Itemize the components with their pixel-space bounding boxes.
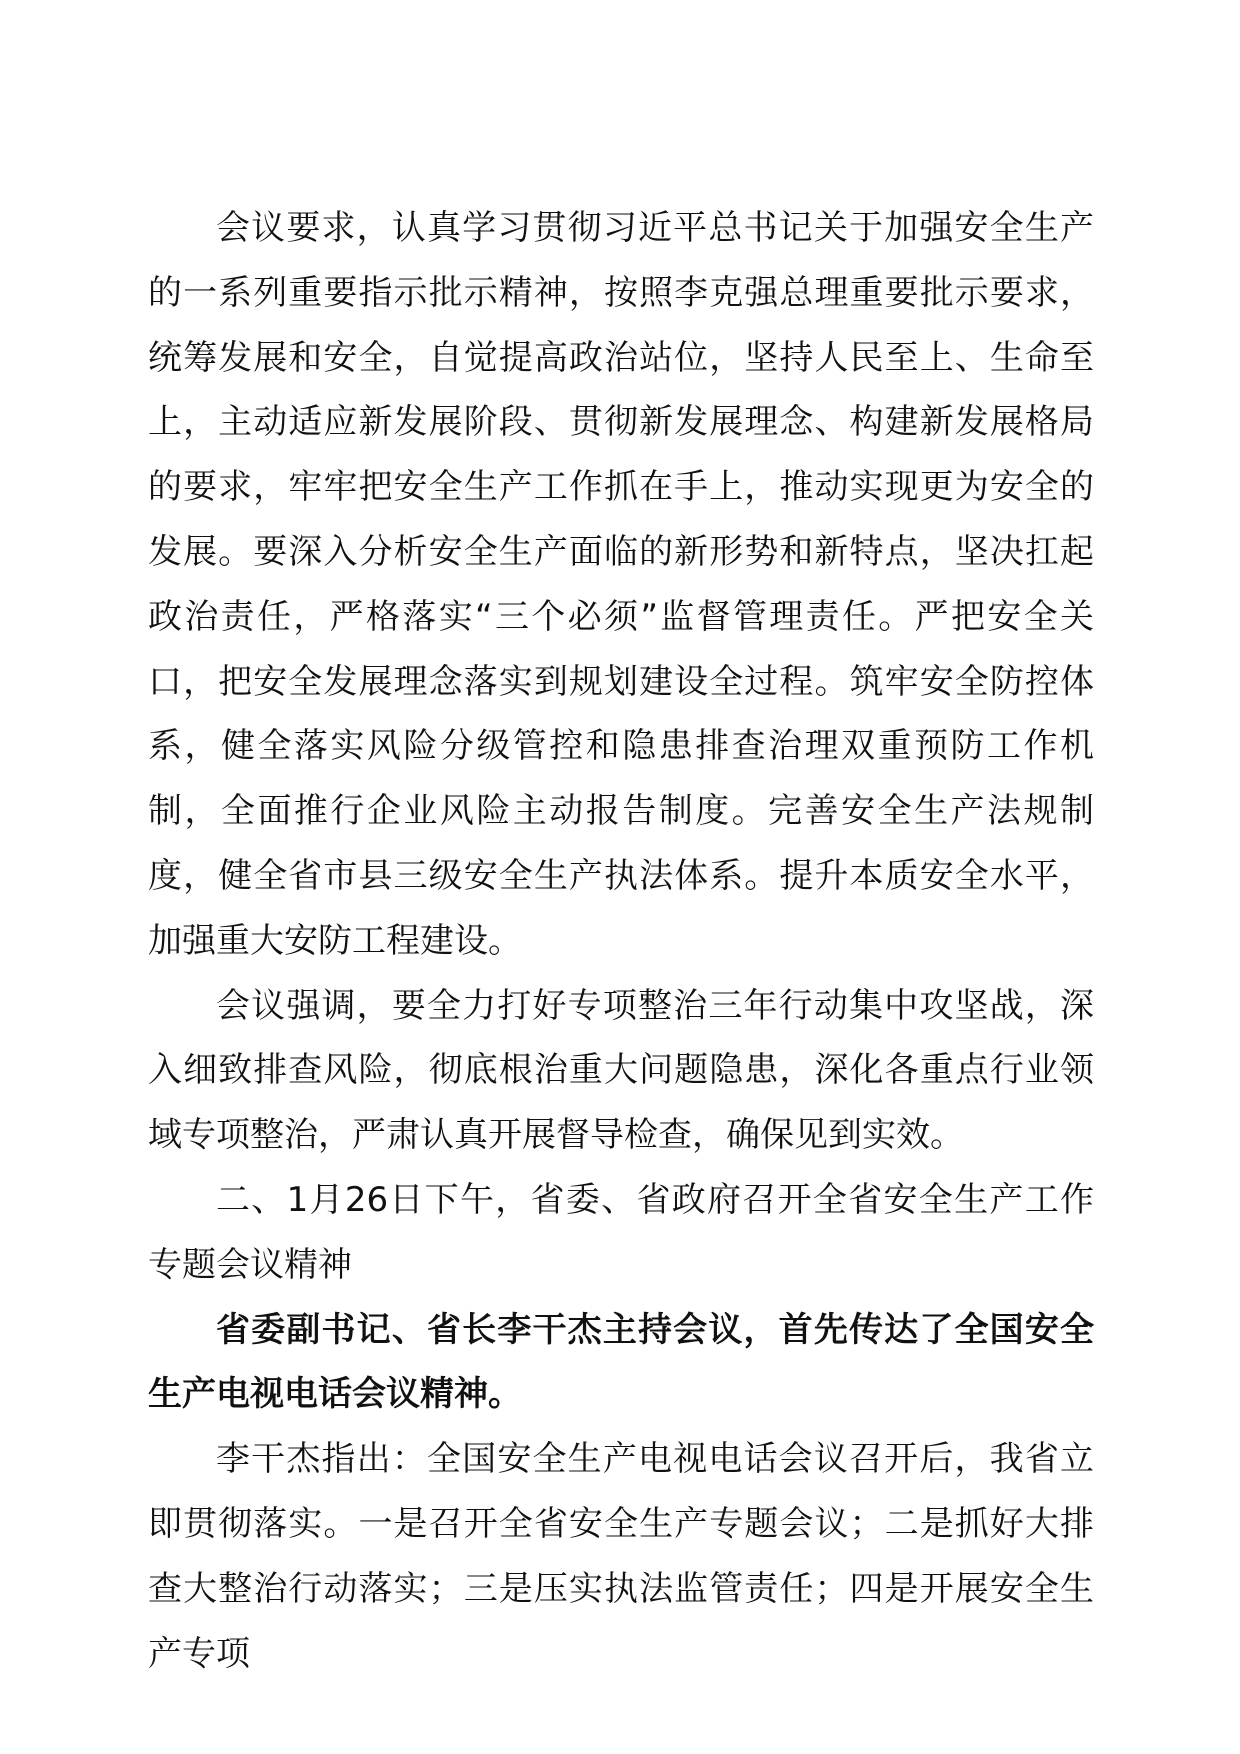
paragraph-governor-remarks: 李干杰指出：全国安全生产电视电话会议召开后，我省立即贯彻落实。一是召开全省安全生产专题会议；二是抓好大排查大整治行动落实；三是压实执法监管责任；四是开展安全生产专项 — [148, 1439, 1094, 1674]
paragraph-bold-governor-chair: 省委副书记、省长李干杰主持会议，首先传达了全国安全生产电视电话会议精神。 — [148, 1309, 1094, 1415]
section-heading-provincial-meeting: 二、1月26日下午，省委、省政府召开全省安全生产工作专题会议精神 — [148, 1179, 1094, 1285]
paragraph-meeting-requirements: 会议要求，认真学习贯彻习近平总书记关于加强安全生产的一系列重要指示批示精神，按照李克强总理重要批示要求，统筹发展和安全，自觉提高政治站位，坚持人民至上、生命至上，主动适应新发展阶段、贯彻新发展理念、构建新发展格局的要求，牢牢把安全生产工作抓在手上，推动实现更为安全的发展。要深入分析安全生产面临的新形势和新特点，坚决扛起政治责任，严格落实“三个必须”监督管理责任。严把安全关口，把安全发展理念落实到规划建设全过程。筑牢安全防控体系，健全落实风险分级管控和隐患排查治理双重预防工作机制，全面推行企业风险主动报告制度。完善安全生产法规制度，健全省市县三级安全生产执法体系。提升本质安全水平，加强重大安防工程建设。 — [148, 208, 1094, 961]
paragraph-meeting-emphasis: 会议强调，要全力打好专项整治三年行动集中攻坚战，深入细致排查风险，彻底根治重大问题隐患，深化各重点行业领域专项整治，严肃认真开展督导检查，确保见到实效。 — [148, 985, 1094, 1156]
document-body — [148, 196, 1094, 1686]
